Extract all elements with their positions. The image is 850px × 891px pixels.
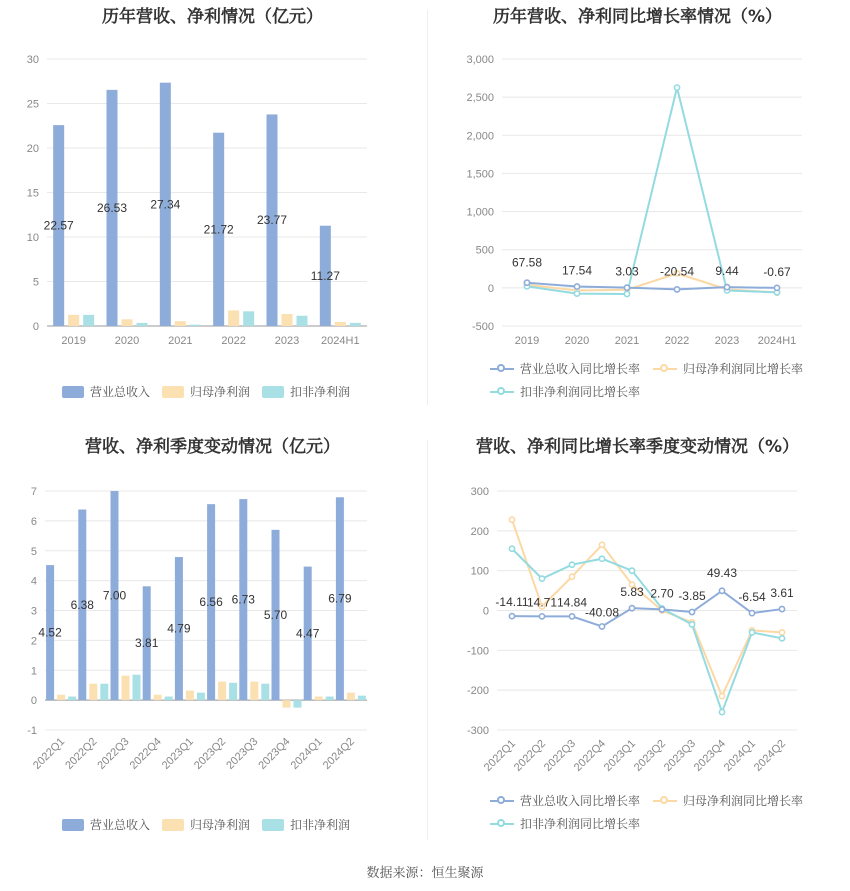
bar-parent-profit xyxy=(186,691,194,701)
data-point xyxy=(749,611,754,616)
y-tick-label: 10 xyxy=(26,232,39,244)
data-point xyxy=(749,630,754,635)
chart-title: 历年营收、净利情况（亿元） xyxy=(102,7,323,27)
bar-deducted-profit xyxy=(350,323,361,326)
bar-deducted-profit xyxy=(137,323,148,326)
bar-deducted-profit xyxy=(83,315,94,326)
data-label: 49.43 xyxy=(706,565,738,580)
legend-label: 扣非净利润同比增长率 xyxy=(520,385,641,399)
y-tick-label: 4 xyxy=(30,575,37,588)
data-point xyxy=(524,280,529,285)
bar-deducted-profit xyxy=(297,316,308,326)
line-deducted-growth xyxy=(512,549,782,712)
data-label: 5.70 xyxy=(263,607,288,622)
legend-item-deducted-growth[interactable] xyxy=(490,383,640,400)
legend-swatch xyxy=(62,386,84,398)
y-tick-label: 0 xyxy=(487,282,494,295)
y-tick-label: 15 xyxy=(26,187,39,200)
legend-item-parent-profit[interactable] xyxy=(162,816,250,833)
chart-annual-growth-rate xyxy=(425,0,850,410)
data-label: 6.56 xyxy=(199,595,223,610)
data-label: 27.34 xyxy=(150,197,181,212)
y-tick-label: 1,000 xyxy=(466,206,494,219)
data-label: 14.84 xyxy=(556,595,588,610)
bar-deducted-profit xyxy=(243,311,254,326)
x-tick-label: 2023Q2 xyxy=(631,737,669,774)
legend-swatch xyxy=(162,819,184,831)
bar-deducted-profit xyxy=(294,700,302,707)
legend-label: 归母净利润同比增长率 xyxy=(683,794,804,808)
y-tick-label: 0 xyxy=(482,605,489,618)
bar-deducted-profit xyxy=(261,684,269,700)
data-label: 14.71 xyxy=(526,595,558,610)
y-tick-label: 300 xyxy=(470,486,489,498)
y-tick-label: 2,500 xyxy=(466,92,494,105)
x-tick-label: 2023Q1 xyxy=(601,737,639,774)
legend-item-parent-profit[interactable] xyxy=(162,383,250,400)
data-label: 9.44 xyxy=(715,264,739,279)
data-point xyxy=(779,636,784,641)
x-tick-label: 2021 xyxy=(168,335,193,347)
data-label: 7.00 xyxy=(102,588,127,603)
legend-item-parent-growth[interactable] xyxy=(653,360,803,377)
data-point xyxy=(774,285,779,290)
data-label: -0.67 xyxy=(763,264,791,279)
data-label: -40.08 xyxy=(584,605,620,620)
x-tick-label: 2023Q4 xyxy=(691,737,729,774)
data-label: 6.79 xyxy=(328,591,352,606)
data-label: 11.27 xyxy=(310,268,340,283)
bar-parent-profit xyxy=(68,315,79,326)
y-tick-label: 20 xyxy=(26,143,39,155)
bar-parent-profit xyxy=(315,697,323,701)
legend-swatch xyxy=(490,363,514,375)
bar-parent-profit xyxy=(89,684,97,700)
legend-label: 营业总收入同比增长率 xyxy=(520,362,641,376)
chart-annual-revenue-profit xyxy=(0,0,425,410)
data-source: 数据来源：恒生聚源 xyxy=(366,865,484,880)
x-tick-label: 2022Q1 xyxy=(481,737,519,774)
chart-quarterly-growth-rate xyxy=(425,430,850,850)
legend-item-deducted-profit[interactable] xyxy=(262,816,350,833)
legend-item-revenue[interactable] xyxy=(62,816,150,833)
y-tick-label: 25 xyxy=(26,98,39,111)
legend-label: 营业总收入 xyxy=(90,385,151,399)
x-tick-label: 2022Q3 xyxy=(95,735,132,772)
data-label: 67.58 xyxy=(511,255,543,270)
y-tick-label: 3,000 xyxy=(466,54,494,66)
data-point xyxy=(779,630,784,635)
x-tick-label: 2021 xyxy=(614,335,640,347)
bar-parent-profit xyxy=(283,700,291,707)
legend-item-revenue[interactable] xyxy=(62,383,150,400)
x-tick-label: 2024H1 xyxy=(321,335,360,347)
data-point xyxy=(719,694,724,699)
y-tick-label: -100 xyxy=(466,645,489,658)
data-point xyxy=(599,624,604,629)
x-tick-label: 2022 xyxy=(664,335,690,347)
x-tick-label: 2023 xyxy=(274,335,300,347)
y-tick-label: 100 xyxy=(470,565,489,578)
legend-label: 扣非净利润 xyxy=(290,818,351,832)
data-point xyxy=(724,285,729,290)
y-tick-label: 7 xyxy=(30,486,37,498)
bar-parent-profit xyxy=(335,322,346,326)
x-tick-label: 2023Q2 xyxy=(192,735,229,772)
legend-item-revenue-growth[interactable] xyxy=(490,792,640,809)
data-point xyxy=(674,85,679,90)
legend-label: 归母净利润同比增长率 xyxy=(683,362,804,376)
legend-item-parent-growth[interactable] xyxy=(653,792,803,809)
y-tick-label: 5 xyxy=(32,276,39,289)
data-label: 3.03 xyxy=(615,264,639,279)
panel-divider xyxy=(427,10,428,405)
bar-deducted-profit xyxy=(197,693,205,700)
legend-swatch xyxy=(62,819,84,831)
legend-item-revenue-growth[interactable] xyxy=(490,360,640,377)
legend-swatch xyxy=(490,795,514,807)
y-tick-label: 2 xyxy=(30,635,37,648)
data-point xyxy=(569,562,574,567)
y-tick-label: 30 xyxy=(26,54,39,66)
line-chart-quarterly-growth xyxy=(425,430,850,850)
x-tick-label: 2020 xyxy=(564,335,590,347)
legend-label: 归母净利润 xyxy=(190,385,251,399)
data-point xyxy=(624,291,629,296)
data-label: 22.57 xyxy=(43,218,74,233)
bar-parent-profit xyxy=(347,693,355,700)
data-label: 2.70 xyxy=(650,586,674,601)
legend-item-deducted-growth[interactable] xyxy=(490,815,640,832)
x-tick-label: 2024Q2 xyxy=(320,735,358,772)
legend-item-deducted-profit[interactable] xyxy=(262,383,350,400)
bar-deducted-profit xyxy=(358,696,366,700)
bar-deducted-profit xyxy=(326,697,334,701)
data-label: 26.53 xyxy=(96,200,128,215)
x-tick-label: 2022 xyxy=(221,335,246,347)
data-point xyxy=(509,614,514,619)
x-tick-label: 2019 xyxy=(61,335,86,347)
legend-swatch xyxy=(653,363,677,375)
legend-label: 营业总收入 xyxy=(90,818,151,832)
y-tick-label: -500 xyxy=(471,321,494,333)
bar-parent-profit xyxy=(57,695,65,700)
data-label: -14.11 xyxy=(495,595,529,610)
x-tick-label: 2024H1 xyxy=(757,335,797,347)
y-tick-label: 6 xyxy=(30,515,37,528)
legend-swatch xyxy=(490,818,514,830)
data-label: 23.77 xyxy=(256,213,288,228)
data-point xyxy=(719,588,724,593)
y-tick-label: 1 xyxy=(30,665,37,678)
x-tick-label: 2020 xyxy=(114,335,140,347)
data-point xyxy=(509,546,514,551)
legend-label: 扣非净利润同比增长率 xyxy=(520,817,641,831)
data-label: 21.72 xyxy=(203,222,234,237)
data-point xyxy=(629,568,634,573)
data-label: -6.54 xyxy=(738,590,766,605)
data-label: 3.61 xyxy=(770,586,794,601)
chart-title: 营收、净利季度变动情况（亿元） xyxy=(85,437,340,457)
data-label: 5.83 xyxy=(620,585,644,600)
data-point xyxy=(569,614,574,619)
legend-label: 营业总收入同比增长率 xyxy=(520,794,641,808)
y-tick-label: -1 xyxy=(27,725,37,737)
bar-deducted-profit xyxy=(68,697,76,701)
data-point xyxy=(539,576,544,581)
bar-parent-profit xyxy=(154,695,162,700)
bar-deducted-profit xyxy=(229,683,237,700)
bar-parent-profit xyxy=(122,676,130,700)
legend-swatch xyxy=(490,386,514,398)
data-point xyxy=(674,287,679,292)
y-tick-label: 5 xyxy=(30,545,37,558)
chart-title: 历年营收、净利同比增长率情况（%） xyxy=(492,7,783,27)
data-label: -20.54 xyxy=(659,264,695,279)
data-point xyxy=(509,517,514,522)
bar-deducted-profit xyxy=(133,675,141,700)
chart-quarterly-revenue-profit xyxy=(0,430,425,850)
y-tick-label: 200 xyxy=(470,525,489,538)
data-point xyxy=(599,556,604,561)
bar-parent-profit xyxy=(250,682,258,701)
bar-parent-profit xyxy=(228,310,239,326)
data-label: 6.73 xyxy=(231,592,255,607)
x-tick-label: 2023Q1 xyxy=(159,735,197,772)
data-label: 4.52 xyxy=(38,625,62,640)
data-point xyxy=(689,609,694,614)
y-tick-label: 0 xyxy=(32,321,39,333)
data-point xyxy=(624,285,629,290)
y-tick-label: 500 xyxy=(475,244,494,257)
chart-title: 营收、净利同比增长率季度变动情况（%） xyxy=(475,437,800,457)
data-label: -3.85 xyxy=(678,589,706,604)
x-tick-label: 2022Q1 xyxy=(31,735,68,772)
bar-parent-profit xyxy=(218,682,226,701)
y-tick-label: 0 xyxy=(30,695,37,708)
data-point xyxy=(574,291,579,296)
bar-deducted-profit xyxy=(165,697,173,701)
x-tick-label: 2024Q2 xyxy=(751,737,789,774)
y-tick-label: -300 xyxy=(466,725,489,737)
x-tick-label: 2023Q3 xyxy=(661,737,699,774)
data-point xyxy=(569,574,574,579)
legend-swatch xyxy=(262,386,284,398)
panel-divider xyxy=(427,440,428,840)
bar-chart-annual xyxy=(0,0,425,410)
data-point xyxy=(599,542,604,547)
data-point xyxy=(659,607,664,612)
data-point xyxy=(574,284,579,289)
x-tick-label: 2022Q4 xyxy=(571,737,609,774)
y-tick-label: 3 xyxy=(30,605,37,618)
y-tick-label: 2,000 xyxy=(466,130,494,143)
legend-label: 扣非净利润 xyxy=(290,385,351,399)
legend-swatch xyxy=(653,795,677,807)
x-tick-label: 2023Q3 xyxy=(224,735,261,772)
line-chart-annual-growth xyxy=(425,0,850,410)
bar-parent-profit xyxy=(122,319,133,326)
x-tick-label: 2024Q1 xyxy=(288,735,325,772)
legend-swatch xyxy=(262,819,284,831)
x-tick-label: 2022Q4 xyxy=(127,735,164,772)
x-tick-label: 2022Q2 xyxy=(511,737,549,774)
bar-deducted-profit xyxy=(100,684,108,700)
data-label: 3.81 xyxy=(135,636,159,651)
legend-swatch xyxy=(162,386,184,398)
x-tick-label: 2024Q1 xyxy=(721,737,759,774)
bar-parent-profit xyxy=(175,321,186,326)
y-tick-label: -200 xyxy=(466,685,489,698)
y-tick-label: 1,500 xyxy=(466,168,494,181)
data-point xyxy=(539,614,544,619)
data-point xyxy=(779,606,784,611)
x-tick-label: 2019 xyxy=(514,335,540,347)
bar-deducted-profit xyxy=(190,325,201,326)
data-point xyxy=(629,606,634,611)
x-tick-label: 2022Q3 xyxy=(541,737,579,774)
x-tick-label: 2022Q2 xyxy=(63,735,100,772)
bar-parent-profit xyxy=(282,314,293,326)
x-tick-label: 2023Q4 xyxy=(256,735,293,772)
x-tick-label: 2023 xyxy=(714,335,740,347)
data-label: 4.47 xyxy=(296,626,320,641)
data-label: 6.38 xyxy=(70,597,94,612)
data-label: 4.79 xyxy=(167,621,191,636)
legend-label: 归母净利润 xyxy=(190,818,251,832)
data-point xyxy=(689,622,694,627)
data-label: 17.54 xyxy=(561,263,593,278)
data-point xyxy=(719,709,724,714)
bar-chart-quarterly xyxy=(0,430,425,850)
